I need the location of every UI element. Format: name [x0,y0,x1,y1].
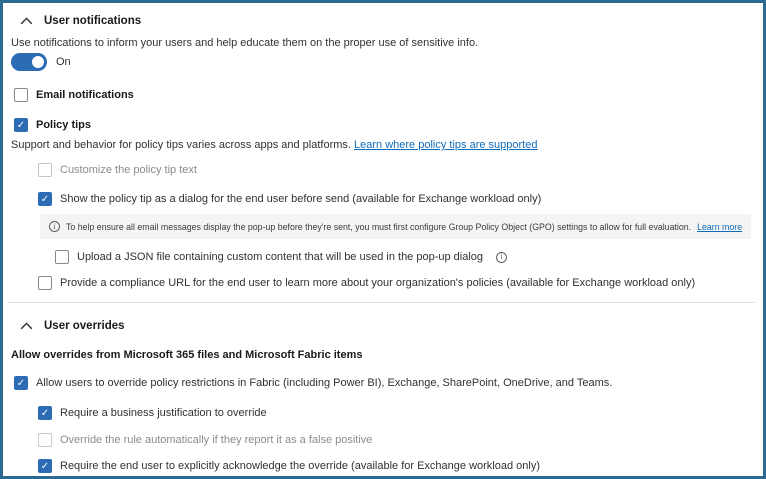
notifications-toggle-row [11,53,755,71]
section-header-user-overrides[interactable] [20,319,755,333]
upload-json-checkbox[interactable] [55,250,69,264]
compliance-url-label: Provide a compliance URL for the end user to learn more about your organization's policies (available for Exchange workload only) [60,277,696,289]
override-false-positive-label: Override the rule automatically if they report it as a false positive [60,434,373,446]
allow-override-row[interactable] [14,376,755,390]
customize-tip-text-label: Customize the policy tip text [60,164,197,176]
require-acknowledge-checkbox[interactable] [38,459,52,473]
email-notifications-row[interactable] [14,88,755,102]
section-title: User notifications [44,15,142,27]
override-false-positive-checkbox[interactable] [38,433,52,447]
policy-tips-description-text: Support and behavior for policy tips varies across apps and platforms. [11,139,351,151]
compliance-url-row[interactable] [38,276,755,290]
info-icon: i [49,221,60,232]
upload-json-label: Upload a JSON file containing custom content that will be used in the pop-up dialog [77,251,484,263]
show-dialog-row[interactable] [38,192,755,206]
allow-override-label: Allow users to override policy restrictions in Fabric (including Power BI), Exchange, SharePoint, OneDrive, and Teams. [36,377,613,389]
require-justification-label: Require a business justification to override [60,407,267,419]
overrides-subtitle: Allow overrides from Microsoft 365 files and Microsoft Fabric items [11,349,363,361]
gpo-info-text: To help ensure all email messages display the pop-up before they're sent, you must first configure Group Policy Object (GPO) settings to allow for full evaluation. [66,221,692,232]
show-dialog-label: Show the policy tip as a dialog for the end user before send (available for Exchange workload only) [60,193,542,205]
chevron-up-icon[interactable] [20,17,33,25]
allow-override-checkbox[interactable] [14,376,28,390]
require-acknowledge-row[interactable] [38,459,755,473]
section-title: User overrides [44,320,125,332]
override-false-positive-row[interactable] [38,433,755,447]
gpo-info-banner [40,214,751,239]
policy-tips-support-link[interactable]: Learn where policy tips are supported [354,139,538,151]
require-justification-row[interactable] [38,406,755,420]
email-notifications-label: Email notifications [36,89,134,101]
upload-json-info-icon[interactable]: i [496,252,507,263]
customize-tip-text-row[interactable] [38,163,755,177]
policy-tips-checkbox[interactable] [14,118,28,132]
chevron-up-icon[interactable] [20,322,33,330]
policy-tips-row[interactable] [14,118,755,132]
notifications-toggle[interactable] [11,53,47,71]
toggle-knob [32,56,44,68]
require-acknowledge-label: Require the end user to explicitly acknowledge the override (available for Exchange workload only) [60,460,540,472]
policy-tips-description [11,139,755,152]
customize-tip-text-checkbox[interactable] [38,163,52,177]
section-divider [8,302,755,303]
toggle-state-label: On [56,56,71,68]
policy-tips-label: Policy tips [36,119,92,131]
gpo-learn-more-link[interactable]: Learn more [697,221,743,232]
notifications-description: Use notifications to inform your users and help educate them on the proper use of sensitive info. [11,37,479,49]
show-dialog-checkbox[interactable] [38,192,52,206]
email-notifications-checkbox[interactable] [14,88,28,102]
upload-json-row[interactable] [55,250,755,264]
require-justification-checkbox[interactable] [38,406,52,420]
compliance-url-checkbox[interactable] [38,276,52,290]
section-header-user-notifications[interactable] [20,14,755,28]
